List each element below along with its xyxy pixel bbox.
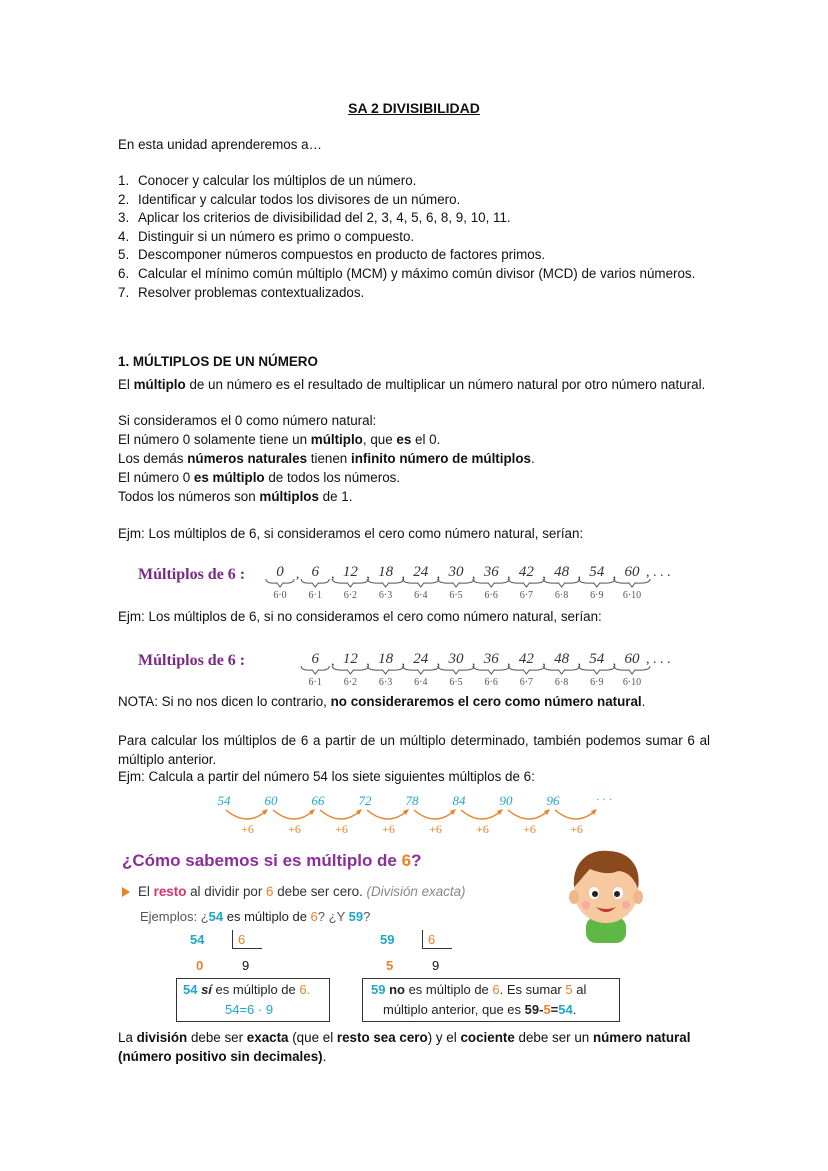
- zero-all-line: El número 0 es múltiplo de todos los números.: [118, 470, 401, 485]
- underbrace-mark: [473, 579, 509, 587]
- example-2-text: Ejm: Los múltiplos de 6, si no consideramos el cero como número natural, serían:: [118, 609, 602, 624]
- arc-arrow: [273, 810, 314, 819]
- factor-label: 6·6: [484, 590, 498, 601]
- box-59-not-multiple: 59 no es múltiplo de 6. Es sumar 5 al múltiplo anterior, que es 59-5=54.: [362, 978, 620, 1022]
- comma-separator: ,: [612, 567, 617, 582]
- sum-paragraph: Para calcular los múltiplos de 6 a partir de un múltiplo determinado, también podemos sumar 6 al múltiplo anterior.: [118, 733, 710, 767]
- plus-six-label: +6: [288, 822, 301, 836]
- dividend: 54: [190, 932, 205, 947]
- multiple-value: 6: [311, 564, 319, 580]
- factor-label: 6·7: [519, 590, 534, 601]
- division-54: [188, 930, 278, 978]
- chain-value: 72: [358, 793, 372, 808]
- chain-dots: · · ·: [596, 794, 613, 806]
- factor-label: 6·8: [554, 590, 569, 601]
- arc-arrow: [367, 810, 408, 819]
- remainder: 5: [386, 958, 394, 973]
- rest-rule: El resto al dividir por 6 debe ser cero. (División exacta): [122, 884, 466, 899]
- example-1-text: Ejm: Los múltiplos de 6, si consideramos el cero como número natural, serían:: [118, 526, 584, 541]
- multiple-value: 48: [554, 651, 570, 667]
- underbrace-mark: [301, 666, 329, 674]
- multiple-value: 24: [413, 651, 429, 667]
- quotient: 9: [242, 958, 250, 973]
- underbrace-mark: [614, 579, 650, 587]
- factor-label: 6·4: [414, 677, 428, 688]
- chain-value: 78: [405, 793, 419, 808]
- factor-label: 6·8: [554, 677, 569, 688]
- goal-item: 2. Identificar y calcular todos los divisores de un número.: [118, 191, 461, 207]
- comma-separator: ,: [436, 654, 441, 669]
- factor-label: 6·4: [414, 590, 428, 601]
- multiple-value: 54: [589, 564, 605, 580]
- underbrace-mark: [508, 579, 544, 587]
- others-line: Los demás números naturales tienen infinito número de múltiplos.: [118, 451, 535, 466]
- divisor: 6: [428, 932, 436, 947]
- dividend: 59: [380, 932, 395, 947]
- underbrace-mark: [403, 666, 439, 674]
- comma-separator: ,: [331, 567, 335, 582]
- chain-value: 84: [452, 793, 466, 808]
- multiple-value: 54: [589, 651, 605, 667]
- multiple-value: 42: [518, 564, 534, 580]
- factor-label: 6·1: [308, 677, 322, 688]
- underbrace-mark: [368, 666, 404, 674]
- plus-six-label: +6: [570, 822, 583, 836]
- comma-separator: ,: [612, 654, 617, 669]
- goal-item: 5. Descomponer números compuestos en producto de factores primos.: [118, 247, 546, 263]
- multiple-value: 60: [624, 564, 640, 580]
- underbrace-mark: [266, 579, 294, 587]
- goal-item: 3. Aplicar los criterios de divisibilidad del 2, 3, 4, 5, 6, 8, 9, 10, 11.: [118, 210, 511, 226]
- zero-multiple-line: El número 0 solamente tiene un múltiplo, que es el 0.: [118, 432, 441, 447]
- division-bracket-horizontal: [422, 948, 452, 949]
- underbrace-mark: [508, 666, 544, 674]
- goal-item: 7. Resolver problemas contextualizados.: [118, 284, 365, 300]
- comma-separator: ,: [471, 654, 476, 669]
- factor-label: 6·3: [378, 590, 393, 601]
- underbrace-mark: [403, 579, 439, 587]
- chain-value: 96: [546, 793, 560, 808]
- goals-list: [118, 172, 710, 302]
- examples-question: Ejemplos: ¿54 es múltiplo de 6? ¿Y 59?: [140, 909, 371, 924]
- underbrace-mark: [332, 666, 368, 674]
- chain-value: 60: [264, 793, 278, 808]
- factor-label: 6·2: [343, 590, 358, 601]
- comma-separator: ,: [577, 567, 581, 582]
- underbrace-mark: [544, 579, 580, 587]
- multiple-value: 6: [311, 651, 319, 667]
- factor-label: 6·9: [590, 677, 604, 688]
- underbrace-mark: [544, 666, 580, 674]
- box-54-is-multiple: 54 sí es múltiplo de 6. 54=6 · 9: [176, 978, 330, 1022]
- comma-separator: ,: [401, 654, 405, 669]
- remainder: 0: [196, 958, 204, 973]
- division-bracket-horizontal: [232, 948, 262, 949]
- final-paragraph: La división debe ser exacta (que el resto sea cero) y el cociente debe ser un número natural (número positivo sin decimales).: [118, 1030, 691, 1064]
- one-line: Todos los números son múltiplos de 1.: [118, 489, 353, 504]
- multiple-value: 18: [378, 564, 394, 580]
- division-bracket-vertical: [422, 930, 423, 948]
- multiple-value: 48: [554, 564, 570, 580]
- goal-item: 4. Distinguir si un número es primo o compuesto.: [118, 228, 415, 244]
- how-heading: ¿Cómo sabemos si es múltiplo de 6?: [122, 851, 422, 870]
- multiples-sequence-with-zero: [260, 560, 720, 602]
- multiple-value: 36: [483, 564, 499, 580]
- division-59: [378, 930, 468, 978]
- underbrace-mark: [438, 666, 474, 674]
- zero-natural-line: Si consideramos el 0 como número natural:: [118, 413, 377, 428]
- underbrace-mark: [579, 579, 615, 587]
- nota-line: NOTA: Si no nos dicen lo contrario, no consideraremos el cero como número natural.: [118, 694, 646, 709]
- comma-separator: ,: [542, 567, 546, 582]
- arc-arrow: [555, 810, 596, 819]
- factor-label: 6·9: [590, 590, 604, 601]
- arc-arrow: [414, 810, 455, 819]
- multiple-value: 30: [448, 651, 464, 667]
- comma-separator: ,: [577, 654, 581, 669]
- factor-label: 6·5: [449, 677, 463, 688]
- multiple-value: 0: [276, 564, 284, 580]
- plus-six-label: +6: [382, 822, 395, 836]
- example-3-text: Ejm: Calcula a partir del número 54 los siete siguientes múltiplos de 6:: [118, 769, 535, 784]
- definition-paragraph: El múltiplo de un número es el resultado de multiplicar un número natural por otro número natural.: [118, 377, 706, 392]
- goal-item: 1. Conocer y calcular los múltiplos de un número.: [118, 173, 417, 188]
- chain-value: 54: [217, 793, 231, 808]
- multiple-value: 60: [624, 651, 640, 667]
- multiple-value: 42: [518, 651, 534, 667]
- factor-label: 6·7: [519, 677, 534, 688]
- comma-separator: ,: [401, 567, 405, 582]
- underbrace-mark: [332, 579, 368, 587]
- ellipsis: , . . .: [646, 565, 671, 580]
- multiples-sequence-without-zero: [260, 647, 720, 689]
- factor-label: 6·0: [273, 590, 287, 601]
- arc-arrow: [508, 810, 549, 819]
- arc-arrow: [461, 810, 502, 819]
- division-bracket-vertical: [232, 930, 233, 948]
- multiples-label: Múltiplos de 6 :: [138, 566, 246, 583]
- plus-six-label: +6: [241, 822, 254, 836]
- arc-arrow: [226, 810, 267, 819]
- intro-text: En esta unidad aprenderemos a…: [118, 137, 322, 152]
- factor-label: 6·3: [378, 677, 393, 688]
- quotient: 9: [432, 958, 440, 973]
- boy-illustration: [560, 843, 652, 943]
- divisor: 6: [238, 932, 246, 947]
- plus-six-label: +6: [523, 822, 536, 836]
- chain-value: 66: [311, 793, 325, 808]
- factor-label: 6·10: [622, 677, 642, 688]
- plus-six-chain: [200, 790, 620, 838]
- page-title: SA 2 DIVISIBILIDAD: [348, 100, 480, 116]
- plus-six-label: +6: [335, 822, 348, 836]
- factor-label: 6·1: [308, 590, 322, 601]
- multiple-value: 30: [448, 564, 464, 580]
- comma-separator: ,: [366, 654, 370, 669]
- ellipsis: , . . .: [646, 652, 671, 667]
- comma-separator: ,: [366, 567, 370, 582]
- underbrace-mark: [473, 666, 509, 674]
- comma-separator: ,: [295, 567, 300, 582]
- multiple-value: 24: [413, 564, 429, 580]
- multiples-label: Múltiplos de 6 :: [138, 652, 246, 669]
- multiple-value: 36: [483, 651, 499, 667]
- factor-label: 6·10: [622, 590, 642, 601]
- goal-item: 6. Calcular el mínimo común múltiplo (MCM) y máximo común divisor (MCD) de varios números.: [118, 265, 696, 281]
- factor-label: 6·5: [449, 590, 463, 601]
- multiple-value: 12: [342, 564, 358, 580]
- comma-separator: ,: [507, 654, 511, 669]
- comma-separator: ,: [507, 567, 511, 582]
- arc-arrow: [320, 810, 361, 819]
- triangle-bullet-icon: [122, 887, 130, 897]
- multiple-value: 18: [378, 651, 394, 667]
- comma-separator: ,: [542, 654, 546, 669]
- underbrace-mark: [438, 579, 474, 587]
- factor-label: 6·2: [343, 677, 358, 688]
- comma-separator: ,: [331, 654, 335, 669]
- chain-value: 90: [499, 793, 513, 808]
- multiple-value: 12: [342, 651, 358, 667]
- underbrace-mark: [614, 666, 650, 674]
- comma-separator: ,: [471, 567, 476, 582]
- factor-label: 6·6: [484, 677, 498, 688]
- underbrace-mark: [301, 579, 329, 587]
- section-heading: 1. MÚLTIPLOS DE UN NÚMERO: [118, 354, 318, 369]
- plus-six-label: +6: [429, 822, 442, 836]
- underbrace-mark: [579, 666, 615, 674]
- underbrace-mark: [368, 579, 404, 587]
- comma-separator: ,: [436, 567, 441, 582]
- plus-six-label: +6: [476, 822, 489, 836]
